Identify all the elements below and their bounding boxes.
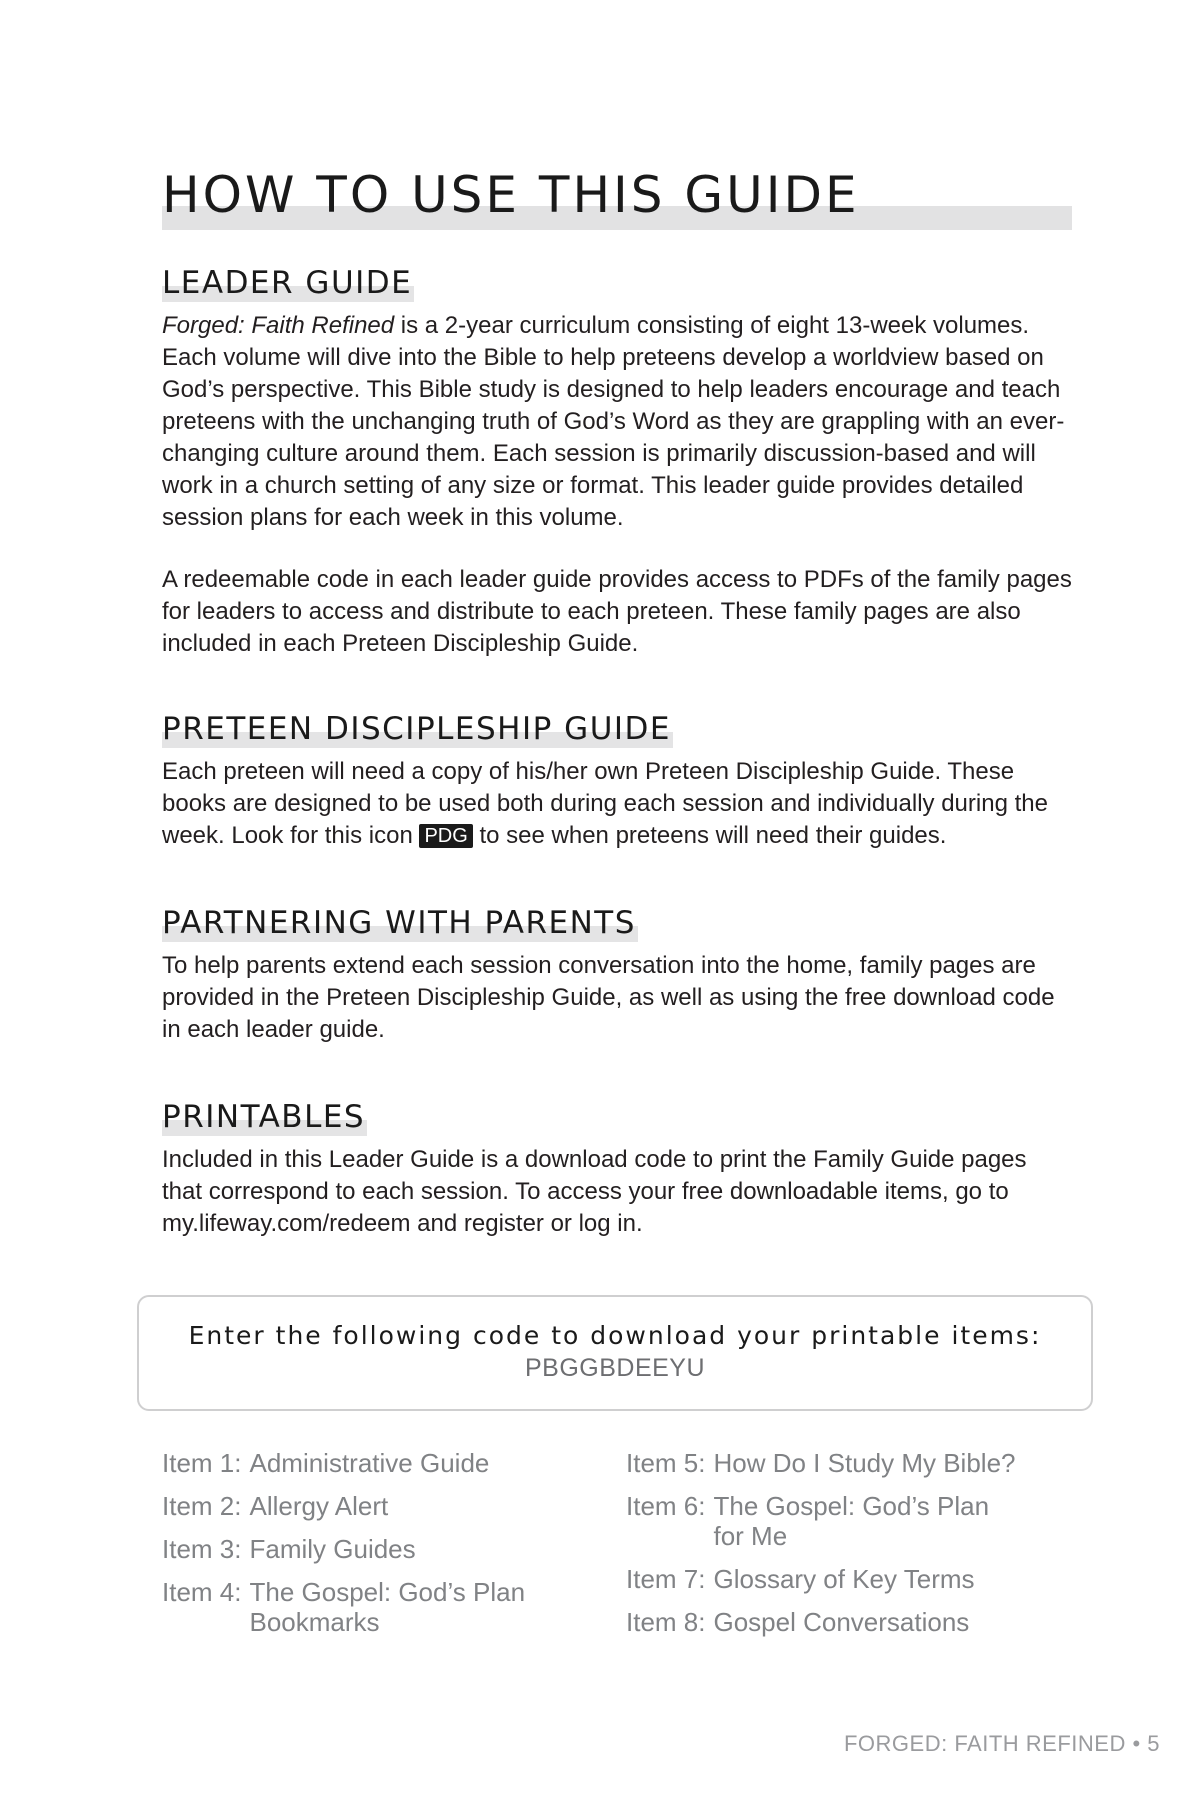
- leader-guide-paragraph-1-text: is a 2-year curriculum consisting of eight 13-week volumes. Each volume will dive into the Bible to help preteens develop a worldview based on God’s perspective. This Bible study is designed to help leaders encourage and teach preteens with the unchanging truth of God’s Word as they are grappling with an ever-changing culture around them. Each session is primarily discussion-based and will work in a church setting of any size or format. This leader guide provides detailed session plans for each week in this volume.: [162, 311, 1065, 531]
- preteen-guide-text-before: Each preteen will need a copy of his/her own Preteen Discipleship Guide. These books are designed to be used both during each session and individually during the week. Look for this icon: [162, 757, 1048, 849]
- item-text: Gospel Conversations: [713, 1607, 970, 1637]
- page-title: HOW TO USE THIS GUIDE: [162, 166, 860, 224]
- item-text: Administrative Guide: [249, 1448, 490, 1478]
- list-item: [162, 1491, 602, 1521]
- pdg-icon: PDG: [419, 824, 472, 848]
- download-code-box: [137, 1295, 1093, 1411]
- printable-items-right-column: [626, 1448, 1066, 1650]
- section-heading-leader-guide: LEADER GUIDE: [162, 265, 413, 301]
- item-label: Item 6:: [626, 1491, 706, 1521]
- item-label: Item 3:: [162, 1534, 242, 1564]
- printables-section: [162, 1100, 1072, 1270]
- page-footer: FORGED: FAITH REFINED • 5: [843, 1731, 1160, 1756]
- item-text: Glossary of Key Terms: [713, 1564, 975, 1594]
- item-text: Family Guides: [249, 1534, 416, 1564]
- list-item: [626, 1564, 1066, 1594]
- leader-guide-section: [162, 266, 1072, 690]
- item-label: Item 5:: [626, 1448, 706, 1478]
- item-text: Allergy Alert: [249, 1491, 389, 1521]
- list-item: [162, 1577, 602, 1637]
- parents-section: [162, 906, 1072, 1076]
- printable-items-left-column: [162, 1448, 602, 1650]
- preteen-guide-paragraph: [162, 756, 1072, 852]
- parents-paragraph: To help parents extend each session conversation into the home, family pages are provided in the Preteen Discipleship Guide, as well as using the free download code in each leader guide.: [162, 951, 1055, 1043]
- item-label: Item 2:: [162, 1491, 242, 1521]
- item-text: How Do I Study My Bible?: [713, 1448, 1016, 1478]
- item-label: Item 4:: [162, 1577, 242, 1607]
- item-label: Item 7:: [626, 1564, 706, 1594]
- curriculum-title: Forged: Faith Refined: [162, 311, 395, 339]
- section-heading-printables: PRINTABLES: [162, 1099, 366, 1135]
- printables-paragraph: Included in this Leader Guide is a download code to print the Family Guide pages that correspond to each session. To access your free downloadable items, go to my.lifeway.com/redeem and register or log in.: [162, 1145, 1027, 1237]
- download-code-label: Enter the following code to download your printable items:: [188, 1321, 1042, 1350]
- leader-guide-paragraph-2: A redeemable code in each leader guide provides access to PDFs of the family pages for leaders to access and distribute to each preteen. These family pages are also included in each Preteen Discipleship Guide.: [162, 565, 1072, 657]
- item-label: Item 8:: [626, 1607, 706, 1637]
- list-item: [626, 1491, 1066, 1551]
- list-item: [626, 1448, 1066, 1478]
- leader-guide-paragraph-1: [162, 310, 1072, 534]
- item-text: The Gospel: God’s Plan for Me: [713, 1491, 990, 1551]
- section-heading-partnering-parents: PARTNERING WITH PARENTS: [162, 905, 636, 941]
- item-text: The Gospel: God’s Plan Bookmarks: [249, 1577, 526, 1637]
- list-item: [162, 1448, 602, 1478]
- preteen-guide-text-after: to see when preteens will need their guides.: [472, 821, 947, 849]
- item-label: Item 1:: [162, 1448, 242, 1478]
- list-item: [626, 1607, 1066, 1637]
- download-code-value: PBGGBDEEYU: [524, 1354, 706, 1382]
- preteen-guide-section: [162, 712, 1072, 882]
- section-heading-preteen-guide: PRETEEN DISCIPLESHIP GUIDE: [162, 711, 671, 747]
- list-item: [162, 1534, 602, 1564]
